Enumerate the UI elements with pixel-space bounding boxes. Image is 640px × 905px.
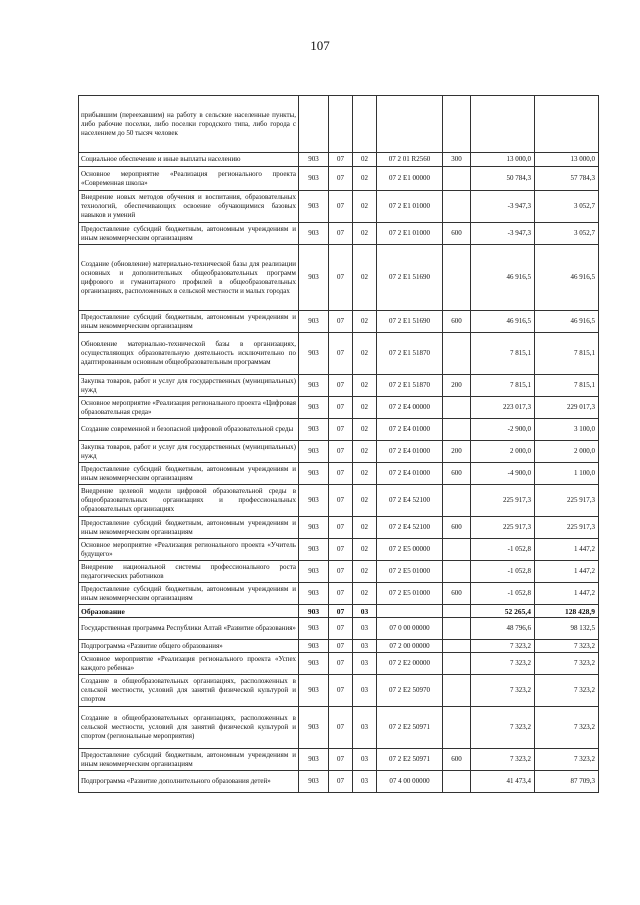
admin-code-cell: 903: [299, 675, 329, 707]
table-row: [79, 397, 599, 419]
target-article-cell: 07 2 E2 50970: [377, 675, 443, 707]
target-article-cell: 07 2 E1 51690: [377, 311, 443, 333]
item-name-cell: Закупка товаров, работ и услуг для государственных (муниципальных) нужд: [79, 375, 299, 397]
amount-year-2-cell: 7 815,1: [535, 333, 599, 375]
item-name-cell: Закупка товаров, работ и услуг для государственных (муниципальных) нужд: [79, 441, 299, 463]
target-article-cell: 07 2 E1 00000: [377, 167, 443, 191]
amount-year-1-cell: 7 815,1: [471, 333, 535, 375]
amount-year-1-cell: 7 323,2: [471, 707, 535, 749]
section-code-cell: 07: [329, 653, 353, 675]
subsection-code-cell: 03: [353, 707, 377, 749]
table-row: [79, 583, 599, 605]
expense-type-cell: 200: [443, 441, 471, 463]
subsection-code-cell: 03: [353, 653, 377, 675]
amount-year-2-cell: 87 709,3: [535, 771, 599, 793]
admin-code-cell: [299, 96, 329, 153]
amount-year-1-cell: 223 017,3: [471, 397, 535, 419]
item-name-cell: прибывшим (переехавшим) на работу в сельские населенные пункты, либо рабочие поселки, либо поселки городского типа, либо города с населением до 50 тысяч человек: [79, 96, 299, 153]
admin-code-cell: 903: [299, 397, 329, 419]
expense-type-cell: 600: [443, 749, 471, 771]
section-code-cell: 07: [329, 223, 353, 245]
table-row: [79, 707, 599, 749]
expense-type-cell: [443, 167, 471, 191]
amount-year-2-cell: 7 323,2: [535, 640, 599, 653]
target-article-cell: 07 2 E4 52100: [377, 485, 443, 517]
item-name-cell: Основное мероприятие «Реализация регионального проекта «Учитель будущего»: [79, 539, 299, 561]
table-row: [79, 96, 599, 153]
amount-year-2-cell: 46 916,5: [535, 311, 599, 333]
amount-year-2-cell: [535, 96, 599, 153]
item-name-cell: Создание (обновление) материально-технической базы для реализации основных и дополнительных общеобразовательных программ цифрового и гуманитарного профилей в общеобразовательных организациях, расположенных в сельской местности и малых городах: [79, 245, 299, 311]
expense-type-cell: [443, 605, 471, 618]
amount-year-1-cell: -2 900,0: [471, 419, 535, 441]
expense-type-cell: [443, 561, 471, 583]
subsection-code-cell: 02: [353, 397, 377, 419]
admin-code-cell: 903: [299, 463, 329, 485]
amount-year-1-cell: -3 947,3: [471, 223, 535, 245]
item-name-cell: Основное мероприятие «Реализация регионального проекта «Современная школа»: [79, 167, 299, 191]
admin-code-cell: 903: [299, 771, 329, 793]
section-code-cell: 07: [329, 583, 353, 605]
table-row: [79, 517, 599, 539]
admin-code-cell: 903: [299, 539, 329, 561]
amount-year-1-cell: -3 947,3: [471, 191, 535, 223]
admin-code-cell: 903: [299, 245, 329, 311]
amount-year-1-cell: 225 917,3: [471, 485, 535, 517]
amount-year-1-cell: 7 323,2: [471, 749, 535, 771]
item-name-cell: Предоставление субсидий бюджетным, автономным учреждениям и иным некоммерческим организациям: [79, 583, 299, 605]
table-row: [79, 167, 599, 191]
section-code-cell: 07: [329, 539, 353, 561]
subsection-code-cell: 02: [353, 223, 377, 245]
amount-year-2-cell: 98 132,5: [535, 618, 599, 640]
item-name-cell: Социальное обеспечение и иные выплаты населению: [79, 153, 299, 167]
target-article-cell: 07 2 E1 51870: [377, 375, 443, 397]
admin-code-cell: 903: [299, 153, 329, 167]
admin-code-cell: 903: [299, 605, 329, 618]
section-code-cell: 07: [329, 245, 353, 311]
expense-type-cell: [443, 191, 471, 223]
item-name-cell: Предоставление субсидий бюджетным, автономным учреждениям и иным некоммерческим организациям: [79, 223, 299, 245]
expense-type-cell: 600: [443, 517, 471, 539]
item-name-cell: Создание в общеобразовательных организациях, расположенных в сельской местности, условий для занятий физической культурой и спортом (региональные мероприятия): [79, 707, 299, 749]
expense-type-cell: [443, 539, 471, 561]
subsection-code-cell: 02: [353, 167, 377, 191]
item-name-cell: Образование: [79, 605, 299, 618]
table-row: [79, 419, 599, 441]
amount-year-2-cell: 225 917,3: [535, 517, 599, 539]
item-name-cell: Основное мероприятие «Реализация регионального проекта «Цифровая образовательная среда»: [79, 397, 299, 419]
expense-type-cell: [443, 397, 471, 419]
section-code-cell: 07: [329, 675, 353, 707]
table-row: [79, 653, 599, 675]
table-row: [79, 333, 599, 375]
item-name-cell: Основное мероприятие «Реализация регионального проекта «Успех каждого ребенка»: [79, 653, 299, 675]
table-row: [79, 153, 599, 167]
amount-year-2-cell: 1 447,2: [535, 539, 599, 561]
item-name-cell: Предоставление субсидий бюджетным, автономным учреждениям и иным некоммерческим организациям: [79, 517, 299, 539]
admin-code-cell: 903: [299, 517, 329, 539]
admin-code-cell: 903: [299, 485, 329, 517]
target-article-cell: 07 2 E4 01000: [377, 441, 443, 463]
subsection-code-cell: 02: [353, 583, 377, 605]
amount-year-1-cell: 7 323,2: [471, 640, 535, 653]
subsection-code-cell: 02: [353, 463, 377, 485]
admin-code-cell: 903: [299, 333, 329, 375]
amount-year-1-cell: 46 916,5: [471, 245, 535, 311]
table-row: [79, 749, 599, 771]
subsection-code-cell: 03: [353, 675, 377, 707]
section-code-cell: 07: [329, 618, 353, 640]
amount-year-1-cell: [471, 96, 535, 153]
section-code-cell: 07: [329, 191, 353, 223]
subsection-code-cell: 02: [353, 561, 377, 583]
target-article-cell: 07 4 00 00000: [377, 771, 443, 793]
expense-type-cell: 600: [443, 463, 471, 485]
subsection-code-cell: 03: [353, 618, 377, 640]
item-name-cell: Государственная программа Республики Алтай «Развитие образования»: [79, 618, 299, 640]
admin-code-cell: 903: [299, 167, 329, 191]
target-article-cell: 07 2 E1 51690: [377, 245, 443, 311]
item-name-cell: Внедрение новых методов обучения и воспитания, образовательных технологий, обеспечивающих освоение обучающимися базовых навыков и умений: [79, 191, 299, 223]
item-name-cell: Внедрение национальной системы профессионального роста педагогических работников: [79, 561, 299, 583]
subsection-code-cell: 02: [353, 191, 377, 223]
admin-code-cell: 903: [299, 583, 329, 605]
amount-year-2-cell: 1 447,2: [535, 561, 599, 583]
amount-year-1-cell: 7 815,1: [471, 375, 535, 397]
section-code-cell: 07: [329, 707, 353, 749]
subsection-code-cell: 02: [353, 311, 377, 333]
target-article-cell: 07 2 E2 50971: [377, 749, 443, 771]
target-article-cell: 07 2 E1 51870: [377, 333, 443, 375]
item-name-cell: Подпрограмма «Развитие дополнительного образования детей»: [79, 771, 299, 793]
subsection-code-cell: 02: [353, 539, 377, 561]
amount-year-2-cell: 46 916,5: [535, 245, 599, 311]
subsection-code-cell: 02: [353, 419, 377, 441]
section-code-cell: 07: [329, 517, 353, 539]
item-name-cell: Создание современной и безопасной цифровой образовательной среды: [79, 419, 299, 441]
admin-code-cell: 903: [299, 223, 329, 245]
subsection-code-cell: 02: [353, 517, 377, 539]
table-row: [79, 618, 599, 640]
subsection-code-cell: 02: [353, 375, 377, 397]
table-row: [79, 245, 599, 311]
amount-year-1-cell: -1 052,8: [471, 583, 535, 605]
expense-type-cell: [443, 640, 471, 653]
amount-year-2-cell: 1 100,0: [535, 463, 599, 485]
expense-type-cell: [443, 653, 471, 675]
section-code-cell: 07: [329, 749, 353, 771]
subsection-code-cell: 02: [353, 441, 377, 463]
amount-year-2-cell: 7 323,2: [535, 653, 599, 675]
target-article-cell: 07 2 00 00000: [377, 640, 443, 653]
subsection-code-cell: 02: [353, 333, 377, 375]
admin-code-cell: 903: [299, 561, 329, 583]
target-article-cell: 07 2 E5 01000: [377, 561, 443, 583]
table-row: [79, 485, 599, 517]
admin-code-cell: 903: [299, 640, 329, 653]
amount-year-1-cell: 7 323,2: [471, 653, 535, 675]
amount-year-1-cell: 52 265,4: [471, 605, 535, 618]
amount-year-2-cell: 1 447,2: [535, 583, 599, 605]
expense-type-cell: [443, 96, 471, 153]
expense-type-cell: [443, 485, 471, 517]
admin-code-cell: 903: [299, 749, 329, 771]
target-article-cell: 07 2 E4 01000: [377, 419, 443, 441]
item-name-cell: Обновление материально-технической базы в организациях, осуществляющих образовательную деятельность исключительно по адаптированным основным общеобразовательным программам: [79, 333, 299, 375]
section-code-cell: 07: [329, 153, 353, 167]
expense-type-cell: [443, 707, 471, 749]
amount-year-2-cell: 3 052,7: [535, 223, 599, 245]
expense-type-cell: 600: [443, 583, 471, 605]
item-name-cell: Подпрограмма «Развитие общего образования»: [79, 640, 299, 653]
section-code-cell: 07: [329, 640, 353, 653]
amount-year-1-cell: -1 052,8: [471, 561, 535, 583]
expense-type-cell: [443, 618, 471, 640]
table-row: [79, 441, 599, 463]
table-row: [79, 675, 599, 707]
admin-code-cell: 903: [299, 311, 329, 333]
admin-code-cell: 903: [299, 707, 329, 749]
amount-year-2-cell: 7 323,2: [535, 675, 599, 707]
target-article-cell: 07 2 E5 01000: [377, 583, 443, 605]
amount-year-1-cell: 48 796,6: [471, 618, 535, 640]
expense-type-cell: 600: [443, 311, 471, 333]
table-row: [79, 640, 599, 653]
target-article-cell: 07 2 E2 50971: [377, 707, 443, 749]
table-row: [79, 539, 599, 561]
amount-year-2-cell: 229 017,3: [535, 397, 599, 419]
subsection-code-cell: [353, 96, 377, 153]
table-row: [79, 311, 599, 333]
amount-year-2-cell: 128 428,9: [535, 605, 599, 618]
subsection-code-cell: 03: [353, 605, 377, 618]
amount-year-2-cell: 7 323,2: [535, 749, 599, 771]
target-article-cell: 07 2 E4 01000: [377, 463, 443, 485]
expense-type-cell: [443, 771, 471, 793]
section-code-cell: 07: [329, 397, 353, 419]
subsection-code-cell: 03: [353, 771, 377, 793]
item-name-cell: Внедрение целевой модели цифровой образовательной среды в общеобразовательных организациях и профессиональных образовательных организациях: [79, 485, 299, 517]
section-code-cell: 07: [329, 311, 353, 333]
subsection-code-cell: 02: [353, 245, 377, 311]
target-article-cell: 07 0 00 00000: [377, 618, 443, 640]
amount-year-2-cell: 225 917,3: [535, 485, 599, 517]
expense-type-cell: [443, 419, 471, 441]
amount-year-2-cell: 3 100,0: [535, 419, 599, 441]
target-article-cell: 07 2 E2 00000: [377, 653, 443, 675]
target-article-cell: 07 2 01 R2560: [377, 153, 443, 167]
amount-year-2-cell: 13 000,0: [535, 153, 599, 167]
subsection-code-cell: 02: [353, 485, 377, 517]
expense-type-cell: 600: [443, 223, 471, 245]
target-article-cell: 07 2 E1 01000: [377, 223, 443, 245]
amount-year-2-cell: 2 000,0: [535, 441, 599, 463]
target-article-cell: 07 2 E1 01000: [377, 191, 443, 223]
expense-type-cell: [443, 245, 471, 311]
amount-year-1-cell: 41 473,4: [471, 771, 535, 793]
table-row: [79, 191, 599, 223]
section-code-cell: 07: [329, 485, 353, 517]
section-code-cell: 07: [329, 441, 353, 463]
target-article-cell: 07 2 E5 00000: [377, 539, 443, 561]
admin-code-cell: 903: [299, 191, 329, 223]
subsection-code-cell: 02: [353, 153, 377, 167]
amount-year-1-cell: 7 323,2: [471, 675, 535, 707]
admin-code-cell: 903: [299, 653, 329, 675]
amount-year-1-cell: 46 916,5: [471, 311, 535, 333]
admin-code-cell: 903: [299, 375, 329, 397]
amount-year-2-cell: 3 052,7: [535, 191, 599, 223]
section-code-cell: 07: [329, 463, 353, 485]
table-row: [79, 223, 599, 245]
budget-table: [78, 95, 599, 793]
amount-year-1-cell: 225 917,3: [471, 517, 535, 539]
admin-code-cell: 903: [299, 419, 329, 441]
item-name-cell: Предоставление субсидий бюджетным, автономным учреждениям и иным некоммерческим организациям: [79, 463, 299, 485]
target-article-cell: [377, 605, 443, 618]
item-name-cell: Создание в общеобразовательных организациях, расположенных в сельской местности, условий для занятий физической культурой и спортом: [79, 675, 299, 707]
section-code-cell: 07: [329, 605, 353, 618]
amount-year-1-cell: 50 784,3: [471, 167, 535, 191]
amount-year-2-cell: 7 815,1: [535, 375, 599, 397]
expense-type-cell: 200: [443, 375, 471, 397]
expense-type-cell: 300: [443, 153, 471, 167]
target-article-cell: 07 2 E4 52100: [377, 517, 443, 539]
section-code-cell: 07: [329, 561, 353, 583]
table-row: [79, 771, 599, 793]
admin-code-cell: 903: [299, 618, 329, 640]
amount-year-2-cell: 57 784,3: [535, 167, 599, 191]
section-code-cell: 07: [329, 333, 353, 375]
page-number: 107: [310, 38, 330, 53]
table-row: [79, 605, 599, 618]
table-row: [79, 375, 599, 397]
section-code-cell: 07: [329, 167, 353, 191]
section-code-cell: 07: [329, 771, 353, 793]
subsection-code-cell: 03: [353, 749, 377, 771]
admin-code-cell: 903: [299, 441, 329, 463]
section-code-cell: 07: [329, 375, 353, 397]
target-article-cell: [377, 96, 443, 153]
section-code-cell: [329, 96, 353, 153]
amount-year-1-cell: 2 000,0: [471, 441, 535, 463]
amount-year-1-cell: -1 052,8: [471, 539, 535, 561]
table-row: [79, 561, 599, 583]
subsection-code-cell: 03: [353, 640, 377, 653]
expense-type-cell: [443, 675, 471, 707]
amount-year-1-cell: 13 000,0: [471, 153, 535, 167]
amount-year-1-cell: -4 900,0: [471, 463, 535, 485]
amount-year-2-cell: 7 323,2: [535, 707, 599, 749]
section-code-cell: 07: [329, 419, 353, 441]
expense-type-cell: [443, 333, 471, 375]
table-row: [79, 463, 599, 485]
target-article-cell: 07 2 E4 00000: [377, 397, 443, 419]
item-name-cell: Предоставление субсидий бюджетным, автономным учреждениям и иным некоммерческим организациям: [79, 749, 299, 771]
item-name-cell: Предоставление субсидий бюджетным, автономным учреждениям и иным некоммерческим организациям: [79, 311, 299, 333]
